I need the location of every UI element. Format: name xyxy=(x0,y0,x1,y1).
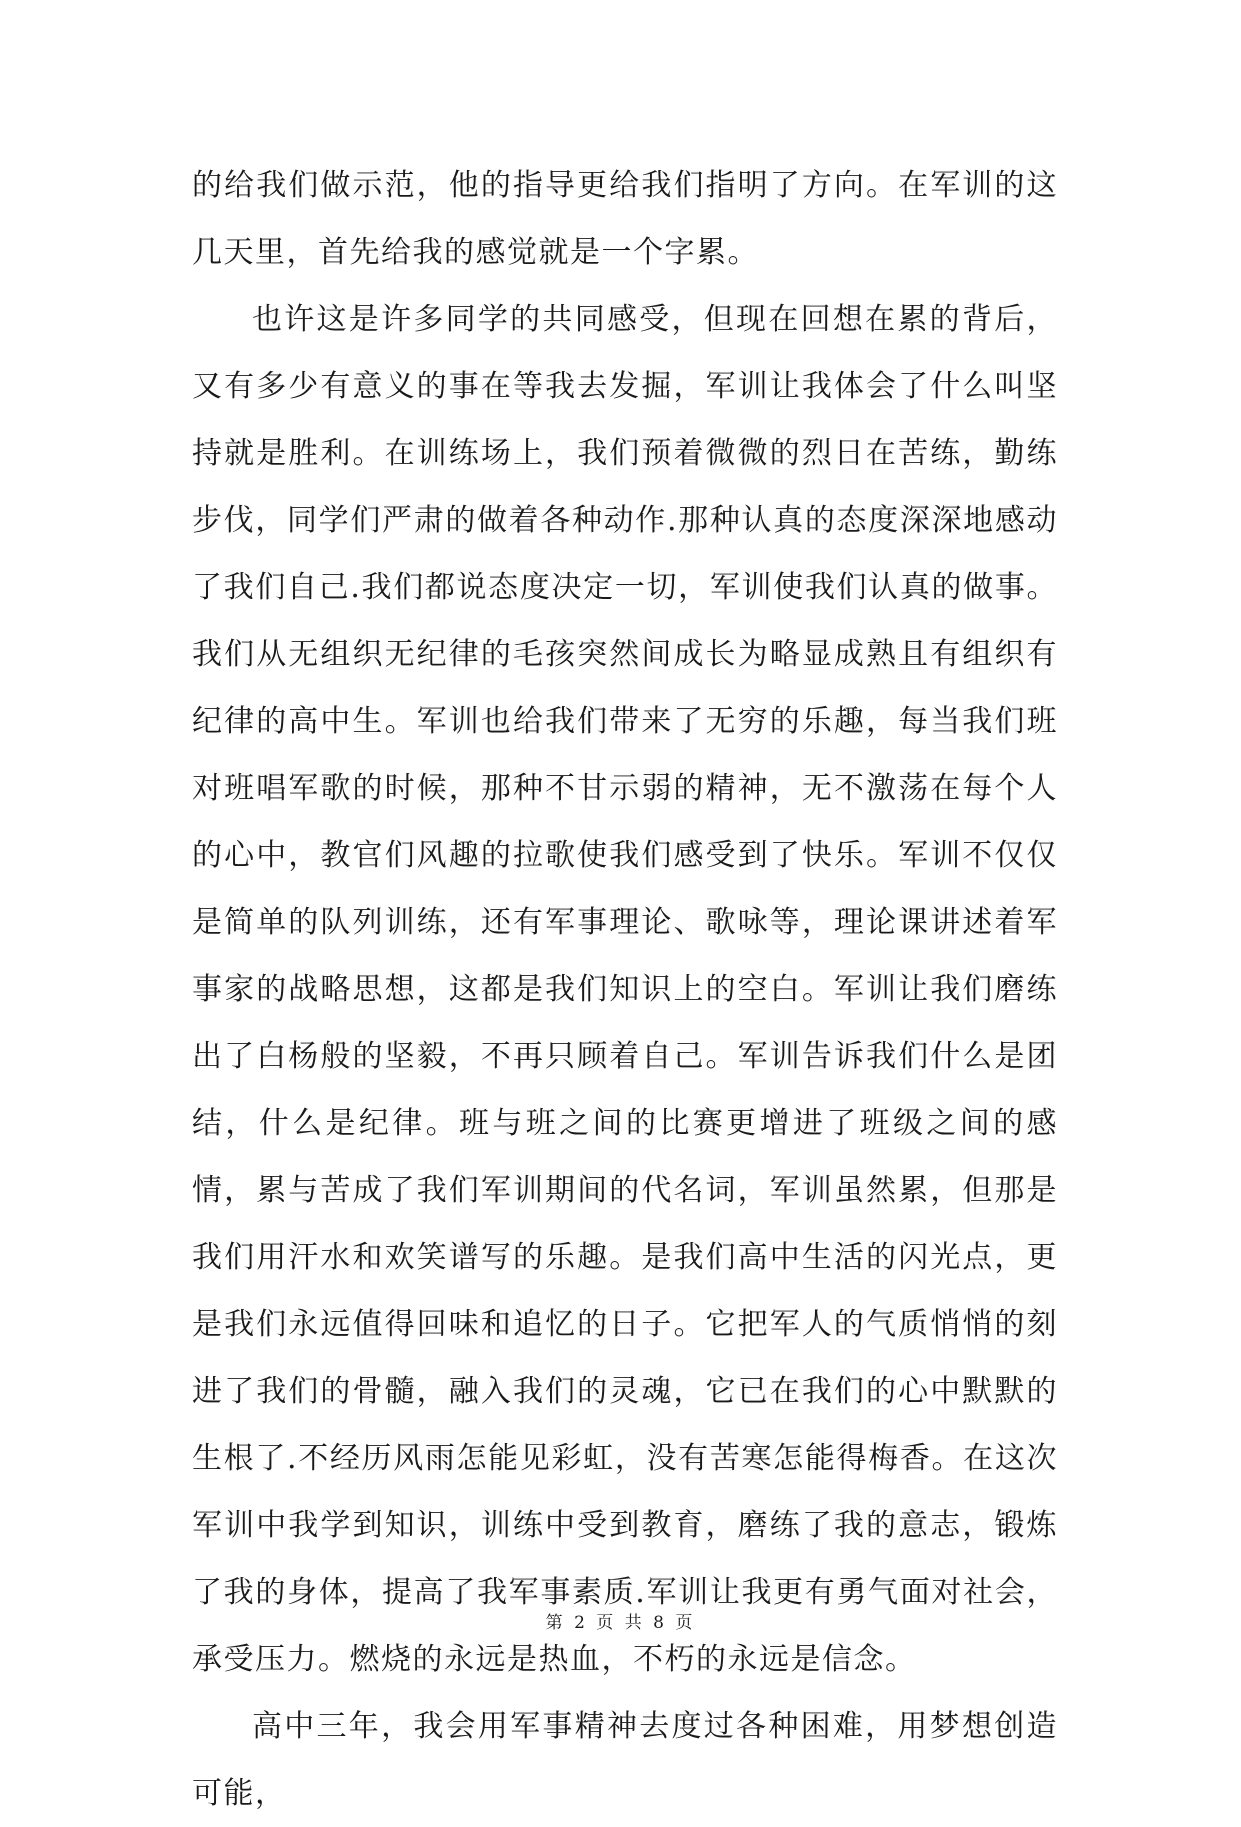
body-text xyxy=(192,152,1058,1827)
paragraph-3: 高中三年，我会用军事精神去度过各种困难，用梦想创造可能， xyxy=(192,1709,1058,1811)
paragraph-2: 也许这是许多同学的共同感受，但现在回想在累的背后，又有多少有意义的事在等我去发掘，军训让我体会了什么叫坚持就是胜利。在训练场上，我们预着微微的烈日在苦练，勤练步伐，同学们严肃的做着各种动作.那种认真的态度深深地感动了我们自己.我们都说态度决定一切，军训使我们认真的做事。我们从无组织无纪律的毛孩突然间成长为略显成熟且有组织有纪律的高中生。军训也给我们带来了无穷的乐趣，每当我们班对班唱军歌的时候，那种不甘示弱的精神，无不激荡在每个人的心中，教官们风趣的拉歌使我们感受到了快乐。军训不仅仅是简单的队列训练，还有军事理论、歌咏等，理论课讲述着军事家的战略思想，这都是我们知识上的空白。军训让我们磨练出了白杨般的坚毅，不再只顾着自己。军训告诉我们什么是团结，什么是纪律。班与班之间的比赛更增进了班级之间的感情，累与苦成了我们军训期间的代名词，军训虽然累，但那是我们用汗水和欢笑谱写的乐趣。是我们高中生活的闪光点，更是我们永远值得回味和追忆的日子。它把军人的气质悄悄的刻进了我们的骨髓，融入我们的灵魂，它已在我们的心中默默的生根了.不经历风雨怎能见彩虹，没有苦寒怎能得梅香。在这次军训中我学到知识，训练中受到教育，磨练了我的意志，锻炼了我的身体，提高了我军事素质.军训让我更有勇气面对社会，承受压力。燃烧的永远是热血，不朽的永远是信念。 xyxy=(192,302,1058,1677)
page-number-footer: 第 2 页 共 8 页 xyxy=(545,1613,696,1633)
paragraph-1: 的给我们做示范，他的指导更给我们指明了方向。在军训的这几天里，首先给我的感觉就是一个字累。 xyxy=(192,168,1058,270)
